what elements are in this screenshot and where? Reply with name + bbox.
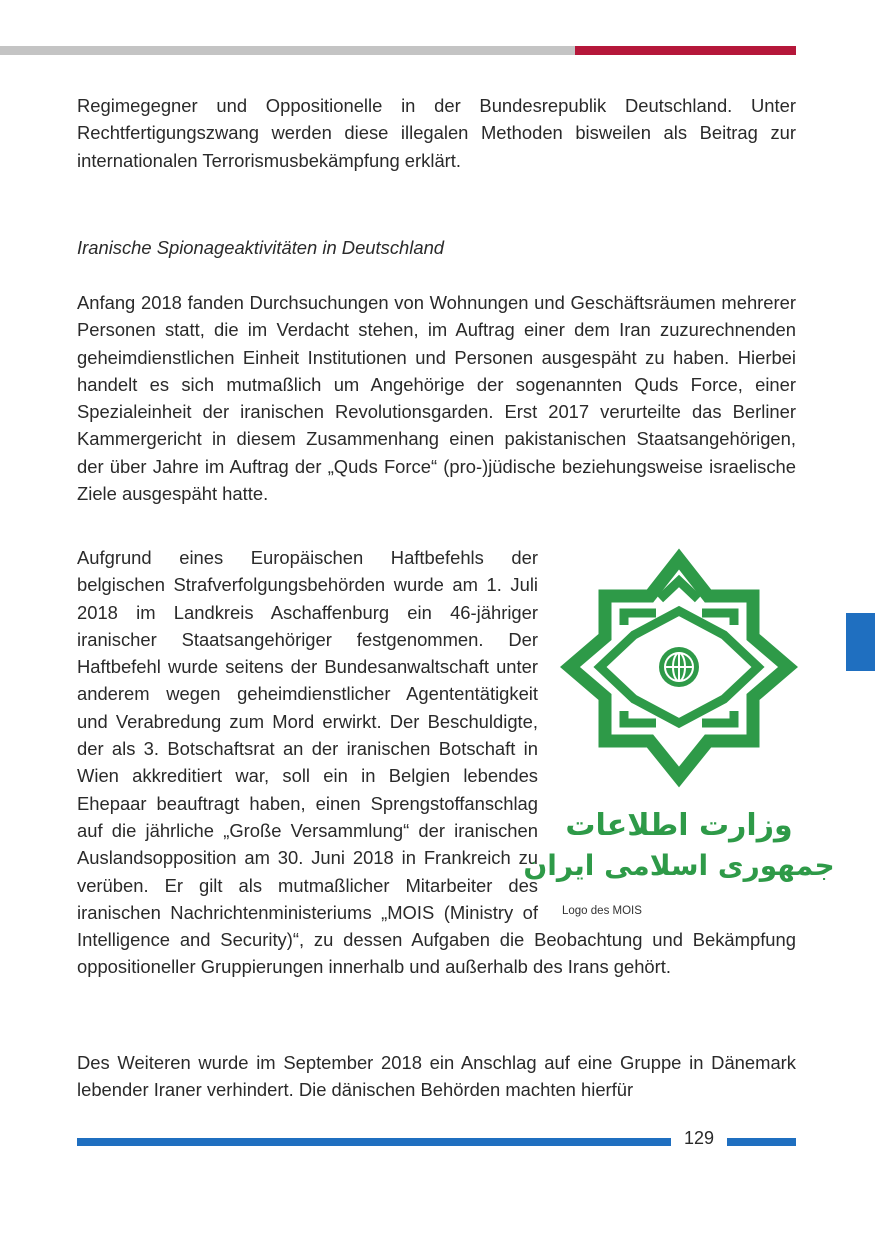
paragraph-denmark: Des Weiteren wurde im September 2018 ein Anschlag auf eine Gruppe in Dänemark lebender Iraner verhindert. Die dänischen Behörden machten hierfür xyxy=(77,1052,796,1101)
paragraph-arrest-text: Aufgrund eines Europäischen Haftbefehls der belgischen Strafverfolgungsbehörden wurde am 1. Juli 2018 im Landkreis Aschaffenburg ein 46-jähriger iranischer Staatsangehöriger festgenommen. Der Haftbefehl wurde seitens der Bundesanwaltschaft unter anderem wegen geheimdienstlicher Agententätigkeit und Verabredung zum Mord erwirkt. Der Beschuldigte, der als 3. Botschaftsrat an der iranischen Botschaft in Wien akkreditiert war, soll ein in Belgien lebendes Ehepaar beauftragt haben, einen Sprengstoffanschlag auf die jährliche „Große Versammlung“ der iranischen Auslandsopposition am 30. Juni 2018 in Frankreich zu verüben. Er gilt als mutmaßlicher Mitarbeiter des iranischen Nachrichtenministeriums „MOIS (Ministry of Intelligence and Security)“, zu dessen Aufgaben die Beobachtung und Bekämpfung oppositioneller Gruppierungen innerhalb und außerhalb des Irans gehört. xyxy=(77,547,796,978)
chapter-side-tab xyxy=(846,613,875,671)
footer-rule-right xyxy=(727,1138,796,1146)
header-rule-grey xyxy=(0,46,575,55)
paragraph-intro: Regimegegner und Oppositionelle in der Bundesrepublik Deutschland. Unter Rechtfertigungszwang werden diese illegalen Methoden bisweilen als Beitrag zur internationalen Terrorismusbekämpfung erklärt. xyxy=(77,95,796,171)
paragraph-quds-force: Anfang 2018 fanden Durchsuchungen von Wohnungen und Geschäftsräumen mehrerer Personen statt, die im Verdacht stehen, im Auftrag einer dem Iran zuzurechnenden geheimdienstlichen Einheit Institutionen und Personen ausgespäht zu haben. Hierbei handelt es sich mutmaßlich um Angehörige der sogenannten Quds Force, einer Spezialeinheit der iranischen Revolutionsgarden. Erst 2017 verurteilte das Berliner Kammergericht in diesem Zusammenhang einen pakistanischen Staatsangehörigen, der über Jahre im Auftrag der „Quds Force“ (pro-)jüdische beziehungsweise israelische Ziele ausgespäht hatte. xyxy=(77,292,796,505)
section-heading: Iranische Spionageaktivitäten in Deutschland xyxy=(77,237,445,258)
logo-arabic-line1: وزارت اطلاعات xyxy=(565,808,793,843)
mois-logo xyxy=(523,551,835,888)
logo-arabic-line2: جمهوری اسلامی ایران xyxy=(523,849,835,882)
page-number: 129 xyxy=(683,1128,715,1148)
footer-rule-left xyxy=(77,1138,671,1146)
figure-caption: Logo des MOIS xyxy=(562,905,642,917)
header-rule-red xyxy=(575,46,796,55)
